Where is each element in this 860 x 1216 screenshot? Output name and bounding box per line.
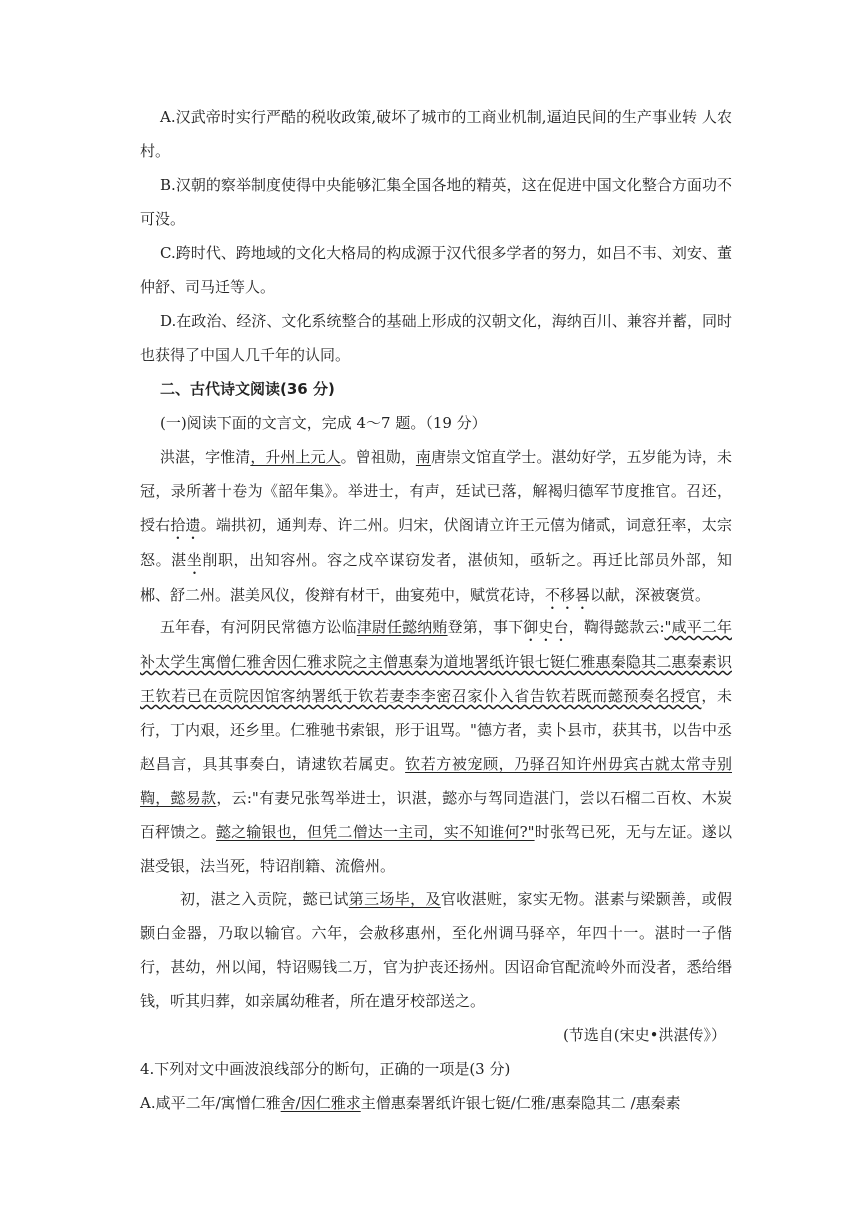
dotted-word: 御史台	[523, 618, 569, 636]
text-span: 主僧惠秦署纸许银七铤/仁雅/惠秦隐其二 /惠秦素	[360, 1094, 681, 1112]
section-heading: 二、古代诗文阅读(36 分)	[160, 380, 335, 398]
text-span: 时张驾已死，无与左证。遂以湛受银，法当死，特诏削籍、流儋州。	[140, 823, 732, 875]
section-instruction: (一)阅读下面的文言文，完成 4〜7 题。（19 分）	[160, 414, 487, 432]
text-span: 登第，事下	[447, 618, 524, 636]
option-c: C.跨时代、跨地域的文化大格局的构成源于汉代很多学者的努力，如吕不韦、刘安、董仲舒、司马迁等人。	[140, 244, 732, 296]
option-d: D.在政治、经济、文化系统整合的基础上形成的汉朝文化，海纳百川、兼容并蓄，同时也获得了中国人几千年的认同。	[140, 312, 732, 364]
text-span: ，鞫得懿款云:	[568, 618, 665, 636]
text-span: 削职，出知容州。容之戍卒谋窃发者，湛侦知，亟斩之。再迁比部员外部，知郴、舒二州。湛美风仪，俊辩有材干，曲宴苑中，赋赏花诗，	[140, 551, 732, 604]
wavy-underlined-text: "咸平二年补太学生寓僧仁雅舍因仁雅求院之主僧惠秦为道地署纸许银七铤仁雅惠秦隐其二惠秦素识王钦若已在贡院因馆客纳署纸于钦若妻李李密召家仆入省告钦若既而懿预奏名授官	[140, 618, 732, 705]
underlined-sentence: 钦若方被宠顾，乃驿召知许州毋宾古就太常寺别鞫，懿易款	[140, 755, 732, 807]
underlined-text: 第三场毕，及	[348, 890, 441, 908]
passage-paragraph-1	[140, 440, 732, 613]
passage-paragraph-3	[140, 882, 732, 1018]
underlined-text: ，升州上元人	[250, 448, 341, 466]
text-span: A.咸平二年/寓憎仁雅	[140, 1094, 281, 1112]
underlined-text: 舍/因仁雅求	[280, 1094, 361, 1112]
underlined-text: 津尉任懿纳贿	[356, 618, 448, 636]
underlined-text: 南	[415, 448, 431, 466]
option-b: B.汉朝的察举制度使得中央能够汇集全国各地的精英，这在促进中国文化整合方面功不可没。	[140, 176, 732, 228]
dotted-word: 不移晷	[545, 586, 591, 604]
text-span: ，云:"有妻兄张驾举进士，识湛，懿亦与驾同造湛门，尝以石榴二百枚、木炭百秤馈之。	[140, 789, 732, 841]
question-4-option-a	[140, 1086, 732, 1120]
text-span: 五年春，有河阴民常德方讼临	[160, 618, 357, 636]
passage-source: (节选自(宋史•洪湛传》）	[562, 1026, 726, 1044]
text-span: 官收湛赃，家实无物。湛素与梁颢善，或假颢白金器，乃取以输官。六年，会赦移惠州，至化州调马驿卒，年四十一。湛时一子偕行，甚幼，州以闻，特诏赐钱二万，官为护丧还扬州。因诏命官配流岭外而没者，悉给缗钱，听其归葬，如亲属幼稚者，所在遣牙校部送之。	[140, 890, 732, 1010]
text-span: 。端拱初，通判寿、许二州。归宋，伏阁请立许王元僖为储贰，词意狂率，太宗怒。湛	[140, 516, 732, 569]
text-span: 初，湛之入贡院，懿已试	[180, 890, 349, 908]
text-span: ，未行，丁内艰，还乡里。仁雅驰书索银，形于诅骂。"德方者，卖卜县市，获其书，以告中丞赵昌言，具其事奏白，请逮钦若属吏。	[140, 687, 732, 773]
option-a: A.汉武帝时实行严酷的税收政策,破坏了城市的工商业机制,逼迫民间的生产事业转 人农村。	[140, 108, 732, 160]
question-4-stem: 4.下列对文中画波浪线部分的断句，正确的一项是(3 分)	[140, 1060, 511, 1078]
dotted-word: 坐	[186, 551, 203, 569]
text-span: 以献，深被褒赏。	[590, 586, 711, 604]
text-span: 唐崇文馆直学士。湛幼好学，五岁能为诗，未冠，录所著十卷为《韶年集》。举进士，有声，廷试已落，解褐归德军节度推官。召还，授右	[140, 448, 732, 534]
passage-paragraph-2	[140, 610, 732, 883]
text-span: 洪湛，字惟清	[160, 448, 251, 466]
underlined-sentence: 懿之输银也，但凭二僧达一主司，实不知谁何?"	[215, 823, 535, 841]
dotted-word: 拾遗	[170, 516, 201, 534]
text-span: 。曾祖勋，	[340, 448, 416, 466]
